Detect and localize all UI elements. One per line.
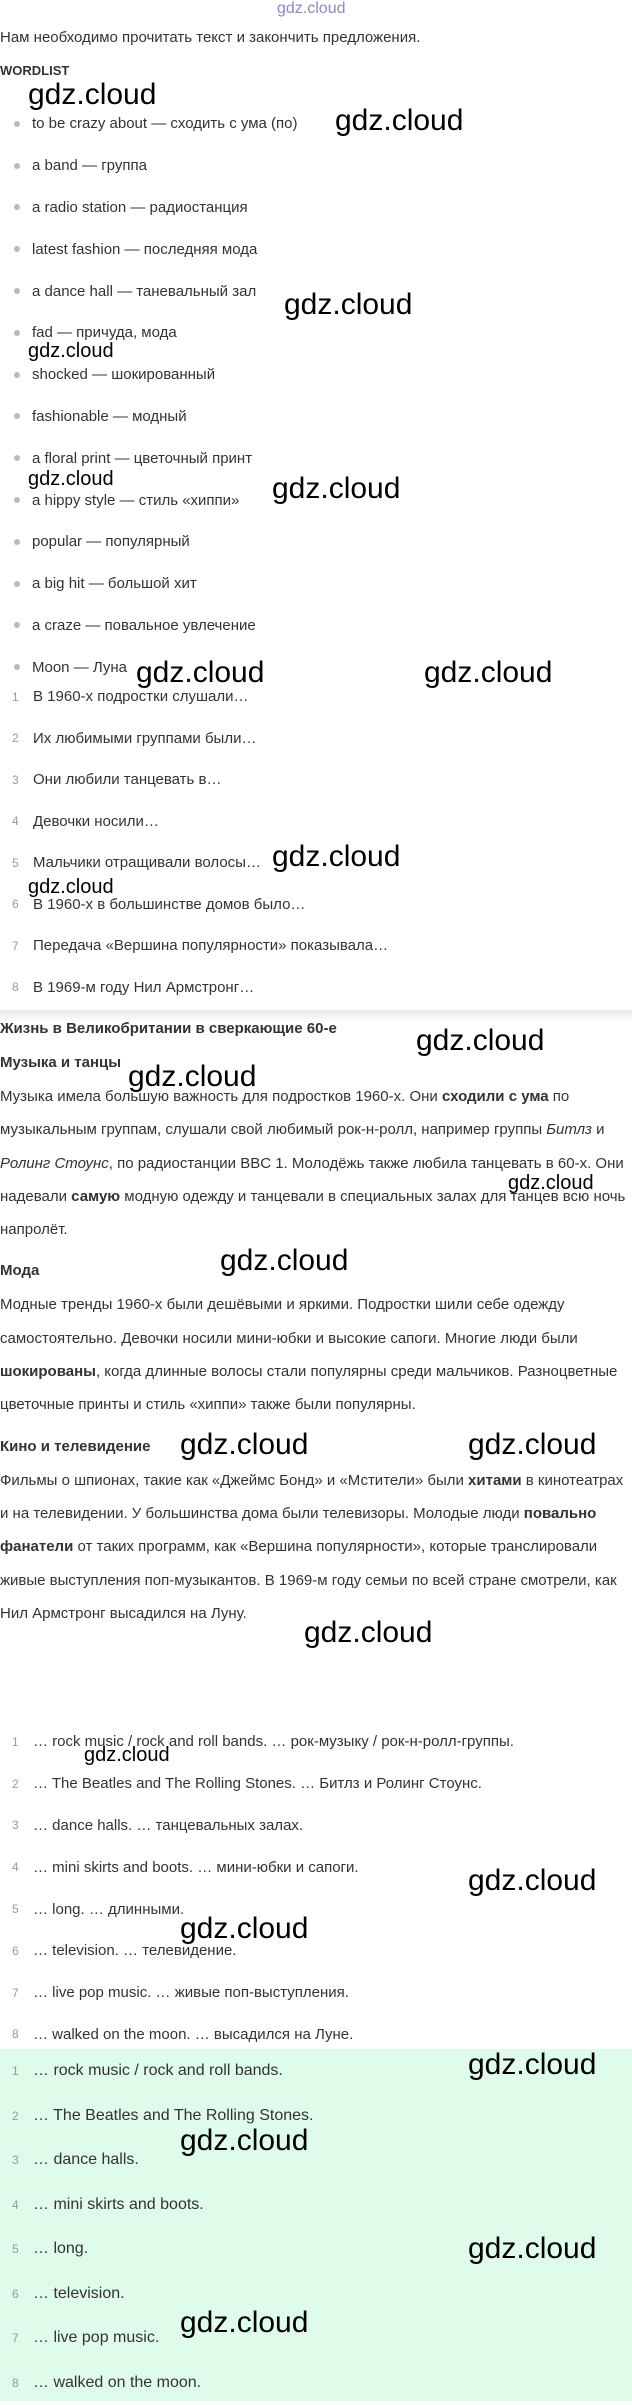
final-answer-number: 7 — [0, 2331, 33, 2345]
section-heading: Кино и телевидение — [0, 1430, 632, 1464]
watermark: gdz.cloud — [28, 78, 156, 112]
final-answer-number: 6 — [0, 2287, 33, 2301]
answer-item — [0, 1805, 632, 1847]
final-answer-number: 8 — [0, 2376, 33, 2390]
watermark: gdz.cloud — [136, 656, 264, 690]
bullet-icon — [14, 539, 20, 545]
paragraph-run: , когда длинные волосы стали популярны среди мальчиков. Разноцветные цветочные принты и стиль «хиппи» также были популярны. — [0, 1363, 617, 1413]
watermark: gdz.cloud — [28, 468, 114, 491]
answer-text: … The Beatles and The Rolling Stones. … Битлз и Ролинг Стоунс. — [33, 1775, 482, 1792]
wordlist-title: WORDLIST — [0, 63, 69, 78]
watermark: gdz.cloud — [28, 340, 114, 363]
question-number: 2 — [0, 731, 33, 745]
article-sections — [0, 1046, 632, 1630]
question-text: Мальчики отращивали волосы… — [33, 854, 261, 871]
question-number: 8 — [0, 980, 33, 994]
section-heading: Мода — [0, 1254, 632, 1288]
intro-text: Нам необходимо прочитать текст и закончить предложения. — [0, 29, 420, 46]
paragraph-run: Фильмы о шпионах, такие как «Джеймс Бонд» и «Мстители» были — [0, 1472, 468, 1489]
answer-number: 5 — [0, 1902, 33, 1916]
final-answer-text: … live pop music. — [33, 2329, 159, 2347]
watermark: gdz.cloud — [508, 1172, 594, 1195]
answer-number: 7 — [0, 1986, 33, 2000]
question-item — [0, 801, 632, 843]
answer-item — [0, 1930, 632, 1972]
wordlist-text: latest fashion — последняя мода — [32, 241, 257, 258]
wordlist-item — [0, 605, 632, 647]
watermark: gdz.cloud — [180, 1428, 308, 1462]
paragraph-run: и — [592, 1121, 605, 1138]
bullet-icon — [14, 204, 20, 210]
answer-number: 8 — [0, 2027, 33, 2041]
watermark: gdz.cloud — [424, 656, 552, 690]
final-answer-item — [0, 2094, 632, 2139]
final-answer-item — [0, 2316, 632, 2361]
paragraph-run: сходили с ума — [442, 1088, 549, 1105]
section-paragraph — [0, 1288, 632, 1421]
watermark: gdz.cloud — [272, 840, 400, 874]
wordlist-text: Moon — Луна — [32, 659, 127, 676]
watermark: gdz.cloud — [84, 1744, 170, 1767]
final-answer-text: … dance halls. — [33, 2151, 139, 2169]
watermark: gdz.cloud — [468, 2048, 596, 2082]
paragraph-run: в кинотеатрах и на телевидении. У большинства дома были телевизоры. Молодые люди — [0, 1472, 623, 1522]
final-answer-item — [0, 2361, 632, 2405]
answer-number: 2 — [0, 1777, 33, 1791]
final-answer-item — [0, 2272, 632, 2317]
bullet-icon — [14, 246, 20, 252]
watermark: gdz.cloud — [468, 2232, 596, 2266]
watermark: gdz.cloud — [180, 1912, 308, 1946]
wordlist-item — [0, 145, 632, 187]
watermark: gdz.cloud — [272, 472, 400, 506]
question-text: Девочки носили… — [33, 813, 159, 830]
question-item — [0, 967, 632, 1009]
bullet-icon — [14, 581, 20, 587]
paragraph-run: Ролинг Стоунс — [0, 1155, 109, 1172]
wordlist-item — [0, 563, 632, 605]
question-number: 5 — [0, 856, 33, 870]
bullet-icon — [14, 455, 20, 461]
wordlist-text: a hippy style — стиль «хиппи» — [32, 492, 239, 509]
bullet-icon — [14, 163, 20, 169]
paragraph-run: шокированы — [0, 1363, 96, 1380]
question-text: В 1960-х подростки слушали… — [33, 688, 249, 705]
paragraph-run: хитами — [468, 1472, 522, 1489]
watermark: gdz.cloud — [468, 1864, 596, 1898]
wordlist-item — [0, 521, 632, 563]
question-number: 3 — [0, 773, 33, 787]
article-title: Жизнь в Великобритании в сверкающие 60-е — [0, 1012, 632, 1046]
wordlist-text: a big hit — большой хит — [32, 575, 197, 592]
paragraph-run: Модные тренды 1960-х были дешёвыми и яркими. Подростки шили себе одежду самостоятельно. Девочки носили мини-юбки и высокие сапоги. Многие люди были — [0, 1296, 578, 1346]
section-heading: Музыка и танцы — [0, 1046, 632, 1080]
answer-item — [0, 1972, 632, 2014]
answer-text: … rock music / rock and roll bands. … рок-музыку / рок-н-ролл-группы. — [33, 1733, 514, 1750]
final-answer-number: 2 — [0, 2109, 33, 2123]
wordlist-text: popular — популярный — [32, 533, 190, 550]
bullet-icon — [14, 413, 20, 419]
paragraph-run: Музыка имела большую важность для подростков 1960-х. Они — [0, 1088, 442, 1105]
watermark: gdz.cloud — [220, 1244, 348, 1278]
answer-text: … mini skirts and boots. … мини-юбки и сапоги. — [33, 1859, 359, 1876]
question-number: 6 — [0, 897, 33, 911]
bullet-icon — [14, 330, 20, 336]
wordlist-text: shocked — шокированный — [32, 366, 215, 383]
question-number: 7 — [0, 939, 33, 953]
watermark: gdz.cloud — [28, 876, 114, 899]
article — [0, 1012, 632, 1638]
wordlist-text: a craze — повальное увлечение — [32, 617, 256, 634]
wordlist-item — [0, 187, 632, 229]
section-paragraph — [0, 1080, 632, 1246]
paragraph-run: повально фанатели — [0, 1505, 596, 1555]
watermark: gdz.cloud — [416, 1024, 544, 1058]
section-paragraph — [0, 1464, 632, 1630]
final-answer-text: … television. — [33, 2285, 125, 2303]
answer-item — [0, 1763, 632, 1805]
answer-number: 1 — [0, 1735, 33, 1749]
bullet-icon — [14, 372, 20, 378]
paragraph-run: Битлз — [546, 1121, 592, 1138]
answers-final-panel — [0, 2049, 632, 2401]
question-item — [0, 718, 632, 760]
wordlist-text: a band — группа — [32, 157, 147, 174]
answer-text: … television. … телевидение. — [33, 1942, 236, 1959]
watermark: gdz.cloud — [180, 2306, 308, 2340]
watermark: gdz.cloud — [468, 1428, 596, 1462]
paragraph-run: по музыкальным группам, слушали свой любимый рок-н-ролл, например группы — [0, 1088, 569, 1138]
question-text: Их любимыми группами были… — [33, 730, 256, 747]
wordlist-text: a dance hall — таневальный зал — [32, 283, 256, 300]
watermark: gdz.cloud — [335, 104, 463, 138]
watermark: gdz.cloud — [284, 288, 412, 322]
question-item — [0, 759, 632, 801]
watermark: gdz.cloud — [304, 1616, 432, 1650]
wordlist-text: a radio station — радиостанция — [32, 199, 248, 216]
wordlist-item — [0, 396, 632, 438]
question-text: В 1969-м году Нил Армстронг… — [33, 979, 254, 996]
answer-text: … long. … длинными. — [33, 1901, 184, 1918]
answer-number: 6 — [0, 1944, 33, 1958]
final-answer-item — [0, 2183, 632, 2228]
paragraph-run: модную одежду и танцевали в специальных залах для танцев всю ночь напролёт. — [0, 1188, 625, 1238]
question-text: Передача «Вершина популярности» показывала… — [33, 937, 388, 954]
final-answer-number: 1 — [0, 2064, 33, 2078]
paragraph-run: , по радиостанции BBC 1. Молодёжь также любила танцевать в 60-х. Они надевали — [0, 1155, 624, 1205]
wordlist-text: fashionable — модный — [32, 408, 187, 425]
question-text: Они любили танцевать в… — [33, 771, 222, 788]
question-number: 1 — [0, 690, 33, 704]
final-answer-text: … mini skirts and boots. — [33, 2196, 204, 2214]
watermark: gdz.cloud — [180, 2124, 308, 2158]
final-answer-text: … long. — [33, 2240, 88, 2258]
paragraph-run: самую — [71, 1188, 120, 1205]
final-answer-text: … The Beatles and The Rolling Stones. — [33, 2107, 313, 2125]
final-answer-number: 4 — [0, 2198, 33, 2212]
wordlist-text: a floral print — цветочный принт — [32, 450, 252, 467]
question-text: В 1960-х в большинстве домов было… — [33, 896, 305, 913]
paragraph-run: от таких программ, как «Вершина популярности», которые транслировали живые выступления поп-музыкантов. В 1969-м году семьи по всей стране смотрели, как Нил Армстронг высадился на Луну. — [0, 1538, 617, 1622]
bullet-icon — [14, 497, 20, 503]
answer-number: 4 — [0, 1860, 33, 1874]
final-answer-number: 5 — [0, 2242, 33, 2256]
answer-text: … walked on the moon. … высадился на Луне. — [33, 2026, 353, 2043]
wordlist-item — [0, 228, 632, 270]
watermark: gdz.cloud — [128, 1060, 256, 1094]
answer-text: … dance halls. … танцевальных залах. — [33, 1817, 303, 1834]
question-item — [0, 925, 632, 967]
final-answer-item — [0, 2138, 632, 2183]
bullet-icon — [14, 121, 20, 127]
bullet-icon — [14, 622, 20, 628]
final-answer-text: … rock music / rock and roll bands. — [33, 2062, 283, 2080]
final-answer-number: 3 — [0, 2153, 33, 2167]
bullet-icon — [14, 288, 20, 294]
bullet-icon — [14, 664, 20, 670]
wordlist-text: fad — причуда, мода — [32, 324, 177, 341]
watermark-top: gdz.cloud — [277, 0, 346, 18]
answer-number: 3 — [0, 1818, 33, 1832]
answer-text: … live pop music. … живые поп-выступления. — [33, 1984, 349, 2001]
final-answer-text: … walked on the moon. — [33, 2374, 201, 2392]
question-number: 4 — [0, 814, 33, 828]
wordlist-text: to be crazy about — сходить с ума (по) — [32, 115, 298, 132]
wordlist — [0, 103, 632, 688]
